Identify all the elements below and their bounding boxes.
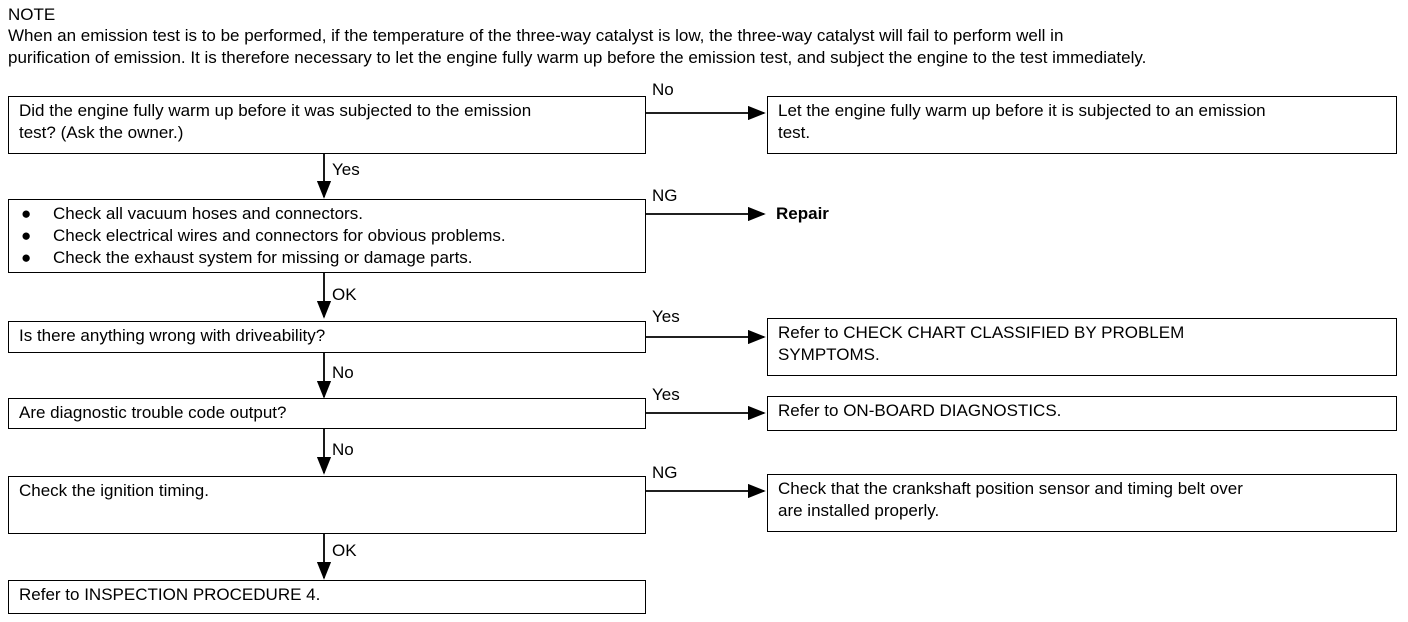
step2-item-2 xyxy=(19,225,635,247)
step2-item-3 xyxy=(19,247,635,269)
step1-no-result-box xyxy=(767,96,1397,154)
step1-line-1: Did the engine fully warm up before it was subjected to the emission xyxy=(19,101,532,120)
step1-no-result-line-2: test. xyxy=(778,123,811,142)
step4-yes-result-text: Refer to ON-BOARD DIAGNOSTICS. xyxy=(778,401,1062,420)
note-line-1: When an emission test is to be performed, if the temperature of the three-way catalyst is low, the three-way catalyst will fail to perform well in xyxy=(8,26,1064,45)
step5-ng-result-line-2: are installed properly. xyxy=(778,501,940,520)
step1-no-label: No xyxy=(652,80,674,99)
step3-yes-result-box xyxy=(767,318,1397,376)
step1-line-2: test? (Ask the owner.) xyxy=(19,123,184,142)
step1-no-result-line-1: Let the engine fully warm up before it is subjected to an emission xyxy=(778,101,1266,120)
step6-result-box xyxy=(8,580,646,614)
step2-item-1 xyxy=(19,203,635,225)
step3-yes-label: Yes xyxy=(652,307,680,326)
step1-question-box xyxy=(8,96,646,154)
note-line-2: purification of emission. It is therefore necessary to let the engine fully warm up before the emission test, and subject the engine to the test immediately. xyxy=(8,48,1147,67)
bullet-icon: ● xyxy=(21,248,32,267)
step3-no-label: No xyxy=(332,363,354,382)
step5-text: Check the ignition timing. xyxy=(19,481,209,500)
step5-check-box xyxy=(8,476,646,534)
step4-question-box xyxy=(8,398,646,429)
step1-yes-label: Yes xyxy=(332,160,360,179)
step5-ng-result-line-1: Check that the crankshaft position sensor and timing belt over xyxy=(778,479,1243,498)
step5-ng-label: NG xyxy=(652,463,678,482)
note-heading: NOTE xyxy=(8,5,56,24)
step2-item-3-text: Check the exhaust system for missing or damage parts. xyxy=(53,248,473,267)
step3-yes-result-line-1: Refer to CHECK CHART CLASSIFIED BY PROBLEM xyxy=(778,323,1185,342)
step2-ok-label: OK xyxy=(332,285,357,304)
step6-text: Refer to INSPECTION PROCEDURE 4. xyxy=(19,585,321,604)
step2-ng-label: NG xyxy=(652,186,678,205)
step4-yes-label: Yes xyxy=(652,385,680,404)
step3-text: Is there anything wrong with driveability? xyxy=(19,326,326,345)
step4-yes-result-box xyxy=(767,396,1397,431)
step3-yes-result-line-2: SYMPTOMS. xyxy=(778,345,880,364)
step4-no-label: No xyxy=(332,440,354,459)
step4-text: Are diagnostic trouble code output? xyxy=(19,403,287,422)
step3-question-box xyxy=(8,321,646,353)
step2-ng-result: Repair xyxy=(776,204,829,223)
step2-item-1-text: Check all vacuum hoses and connectors. xyxy=(53,204,363,223)
bullet-icon: ● xyxy=(21,226,32,245)
bullet-icon: ● xyxy=(21,204,32,223)
step2-item-2-text: Check electrical wires and connectors for obvious problems. xyxy=(53,226,506,245)
step2-checklist-box xyxy=(8,199,646,273)
step5-ng-result-box xyxy=(767,474,1397,532)
step5-ok-label: OK xyxy=(332,541,357,560)
